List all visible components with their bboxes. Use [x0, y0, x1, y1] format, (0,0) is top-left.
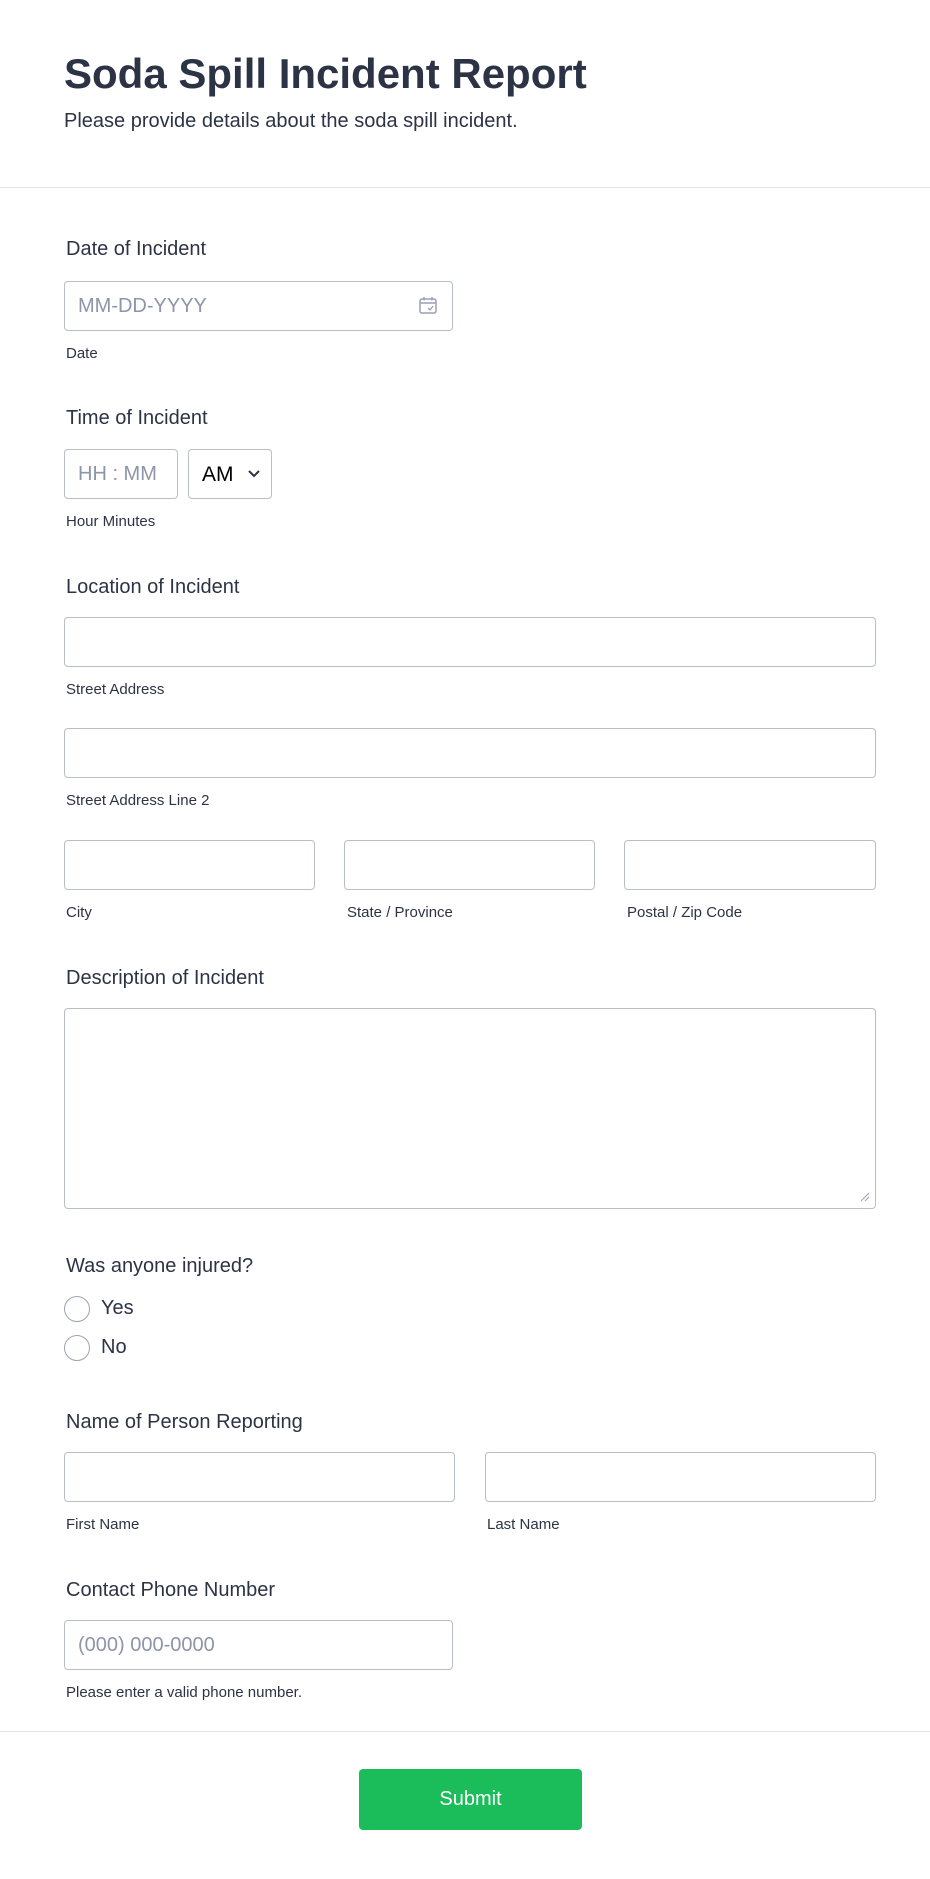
date-sublabel: Date [66, 345, 98, 362]
ampm-value: AM [202, 463, 234, 486]
calendar-icon[interactable] [418, 295, 438, 315]
form-title: Soda Spill Incident Report [64, 50, 587, 97]
time-sublabel: Hour Minutes [66, 513, 156, 530]
was-anyone-injured-label: Was anyone injured? [66, 1255, 254, 1277]
phone-sublabel: Please enter a valid phone number. [66, 1684, 302, 1701]
time-of-incident-label: Time of Incident [66, 407, 208, 429]
date-of-incident-label: Date of Incident [66, 238, 207, 260]
street-address-sublabel: Street Address [66, 681, 165, 698]
date-input[interactable] [64, 281, 453, 331]
street-address-line2-input[interactable] [64, 728, 876, 778]
first-name-input[interactable] [64, 1452, 455, 1502]
time-input[interactable] [64, 449, 178, 499]
contact-phone-number-label: Contact Phone Number [66, 1579, 276, 1601]
radio-label-yes[interactable]: Yes [101, 1297, 134, 1319]
location-of-incident-label: Location of Incident [66, 576, 240, 598]
city-input[interactable] [64, 840, 315, 890]
ampm-select[interactable] [188, 449, 272, 499]
last-name-input[interactable] [485, 1452, 876, 1502]
postal-zip-code-sublabel: Postal / Zip Code [627, 904, 743, 921]
chevron-down-icon [247, 468, 261, 478]
last-name-sublabel: Last Name [487, 1516, 560, 1533]
state-province-sublabel: State / Province [347, 904, 453, 921]
description-textarea[interactable] [64, 1008, 876, 1209]
city-sublabel: City [66, 904, 92, 921]
radio-label-no[interactable]: No [101, 1336, 127, 1358]
state-province-input[interactable] [344, 840, 595, 890]
first-name-sublabel: First Name [66, 1516, 140, 1533]
street-address-line2-sublabel: Street Address Line 2 [66, 792, 210, 809]
radio-button-yes[interactable] [64, 1296, 90, 1322]
submit-button[interactable]: Submit [359, 1769, 582, 1830]
postal-zip-code-input[interactable] [624, 840, 876, 890]
form-subtitle: Please provide details about the soda spill incident. [64, 110, 518, 132]
name-of-person-reporting-label: Name of Person Reporting [66, 1411, 303, 1433]
radio-button-no[interactable] [64, 1335, 90, 1361]
form-header [0, 0, 930, 188]
resize-handle-icon[interactable] [858, 1190, 870, 1202]
footer-divider [0, 1731, 930, 1732]
phone-input[interactable] [64, 1620, 453, 1670]
street-address-input[interactable] [64, 617, 876, 667]
description-of-incident-label: Description of Incident [66, 967, 264, 989]
